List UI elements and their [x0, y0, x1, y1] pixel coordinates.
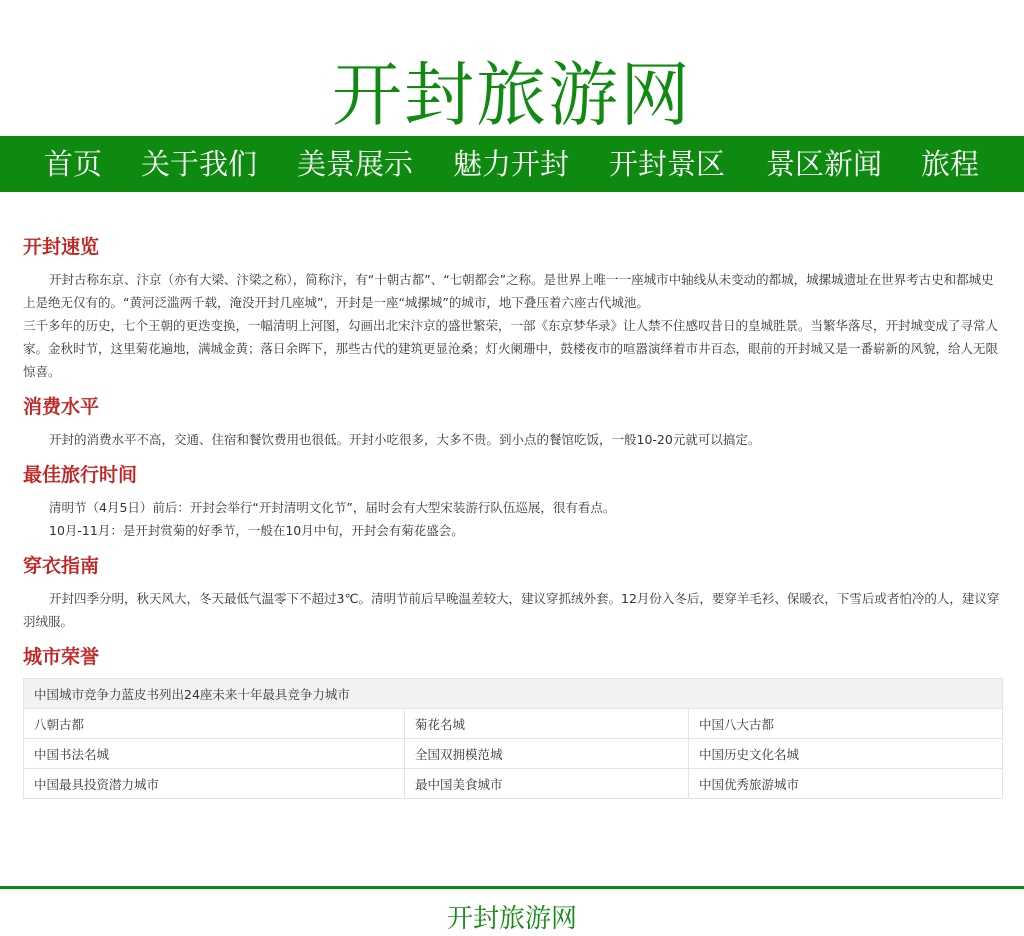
cost-paragraph: 开封的消费水平不高，交通、住宿和餐饮费用也很低。开封小吃很多，大多不贵。到小点的餐馆吃饭，一般10-20元就可以搞定。 — [49, 432, 761, 447]
section-cost — [23, 394, 1001, 451]
footer-divider — [0, 886, 1024, 889]
section-title-cost: 消费水平 — [23, 396, 100, 418]
site-title: 开封旅游网 — [332, 54, 692, 136]
main-navbar — [0, 136, 1024, 192]
nav-item-itinerary[interactable]: 旅程 — [921, 147, 980, 181]
footer-title: 开封旅游网 — [446, 904, 577, 934]
section-title-best-time: 最佳旅行时间 — [23, 464, 138, 486]
table-row — [24, 709, 1003, 739]
honor-cell: 中国优秀旅游城市 — [689, 769, 1003, 799]
nav-item-scenic-areas[interactable]: 开封景区 — [609, 147, 726, 181]
nav-item-charm[interactable]: 魅力开封 — [453, 147, 570, 181]
honor-cell: 中国最具投资潜力城市 — [24, 769, 405, 799]
section-clothing — [23, 553, 1001, 633]
honor-cell: 菊花名城 — [405, 709, 689, 739]
overview-paragraph-2: 三千多年的历史，七个王朝的更迭变换，一幅清明上河图，勾画出北宋汴京的盛世繁荣，一部《东京梦华录》让人禁不住感叹昔日的皇城胜景。当繁华落尽，开封城变成了寻常人家。金秋时节，这里菊花遍地，满城金黄；落日余晖下，那些古代的建筑更显沧桑；灯火阑珊中，鼓楼夜市的喧嚣演绎着市井百态，眼前的开封城又是一番崭新的风貌，给人无限惊喜。 — [23, 318, 999, 379]
table-row — [24, 769, 1003, 799]
nav-item-about[interactable]: 关于我们 — [141, 147, 258, 181]
nav-item-gallery[interactable]: 美景展示 — [297, 147, 414, 181]
section-best-time — [23, 462, 1001, 542]
section-title-honors: 城市荣誉 — [23, 646, 100, 668]
nav-item-home[interactable]: 首页 — [44, 147, 103, 181]
honor-cell: 全国双拥模范城 — [405, 739, 689, 769]
honor-cell: 最中国美食城市 — [405, 769, 689, 799]
section-title-clothing: 穿衣指南 — [23, 555, 100, 577]
honor-cell: 中国历史文化名城 — [689, 739, 1003, 769]
clothing-paragraph: 开封四季分明，秋天风大，冬天最低气温零下不超过3℃。清明节前后早晚温差较大，建议穿抓绒外套。12月份入冬后，要穿羊毛衫、保暖衣，下雪后或者怕冷的人，建议穿羽绒服。 — [23, 591, 1000, 629]
best-time-paragraph-2: 10月-11月：是开封赏菊的好季节，一般在10月中旬，开封会有菊花盛会。 — [49, 523, 464, 538]
section-overview — [23, 234, 1001, 383]
nav-item-news[interactable]: 景区新闻 — [766, 147, 883, 181]
honor-cell: 中国书法名城 — [24, 739, 405, 769]
main-content — [0, 192, 1024, 799]
honor-cell: 中国八大古都 — [689, 709, 1003, 739]
honors-table — [23, 678, 1003, 799]
best-time-paragraph-1: 清明节（4月5日）前后：开封会举行“开封清明文化节”，届时会有大型宋装游行队伍巡展，很有看点。 — [49, 500, 616, 515]
overview-paragraph-1: 开封古称东京、汴京（亦有大梁、汴梁之称），简称汴，有“十朝古都”、“七朝都会”之称。是世界上唯一一座城市中轴线从未变动的都城，城摞城遗址在世界考古史和都城史上是绝无仅有的。“黄河泛滥两千载，淹没开封几座城”，开封是一座“城摞城”的城市，地下叠压着六座古代城池。 — [23, 272, 994, 310]
honor-cell: 八朝古都 — [24, 709, 405, 739]
section-title-overview: 开封速览 — [23, 236, 100, 258]
honors-table-header: 中国城市竞争力蓝皮书列出24座未来十年最具竞争力城市 — [24, 679, 1003, 709]
section-honors — [23, 644, 1001, 799]
table-row — [24, 739, 1003, 769]
